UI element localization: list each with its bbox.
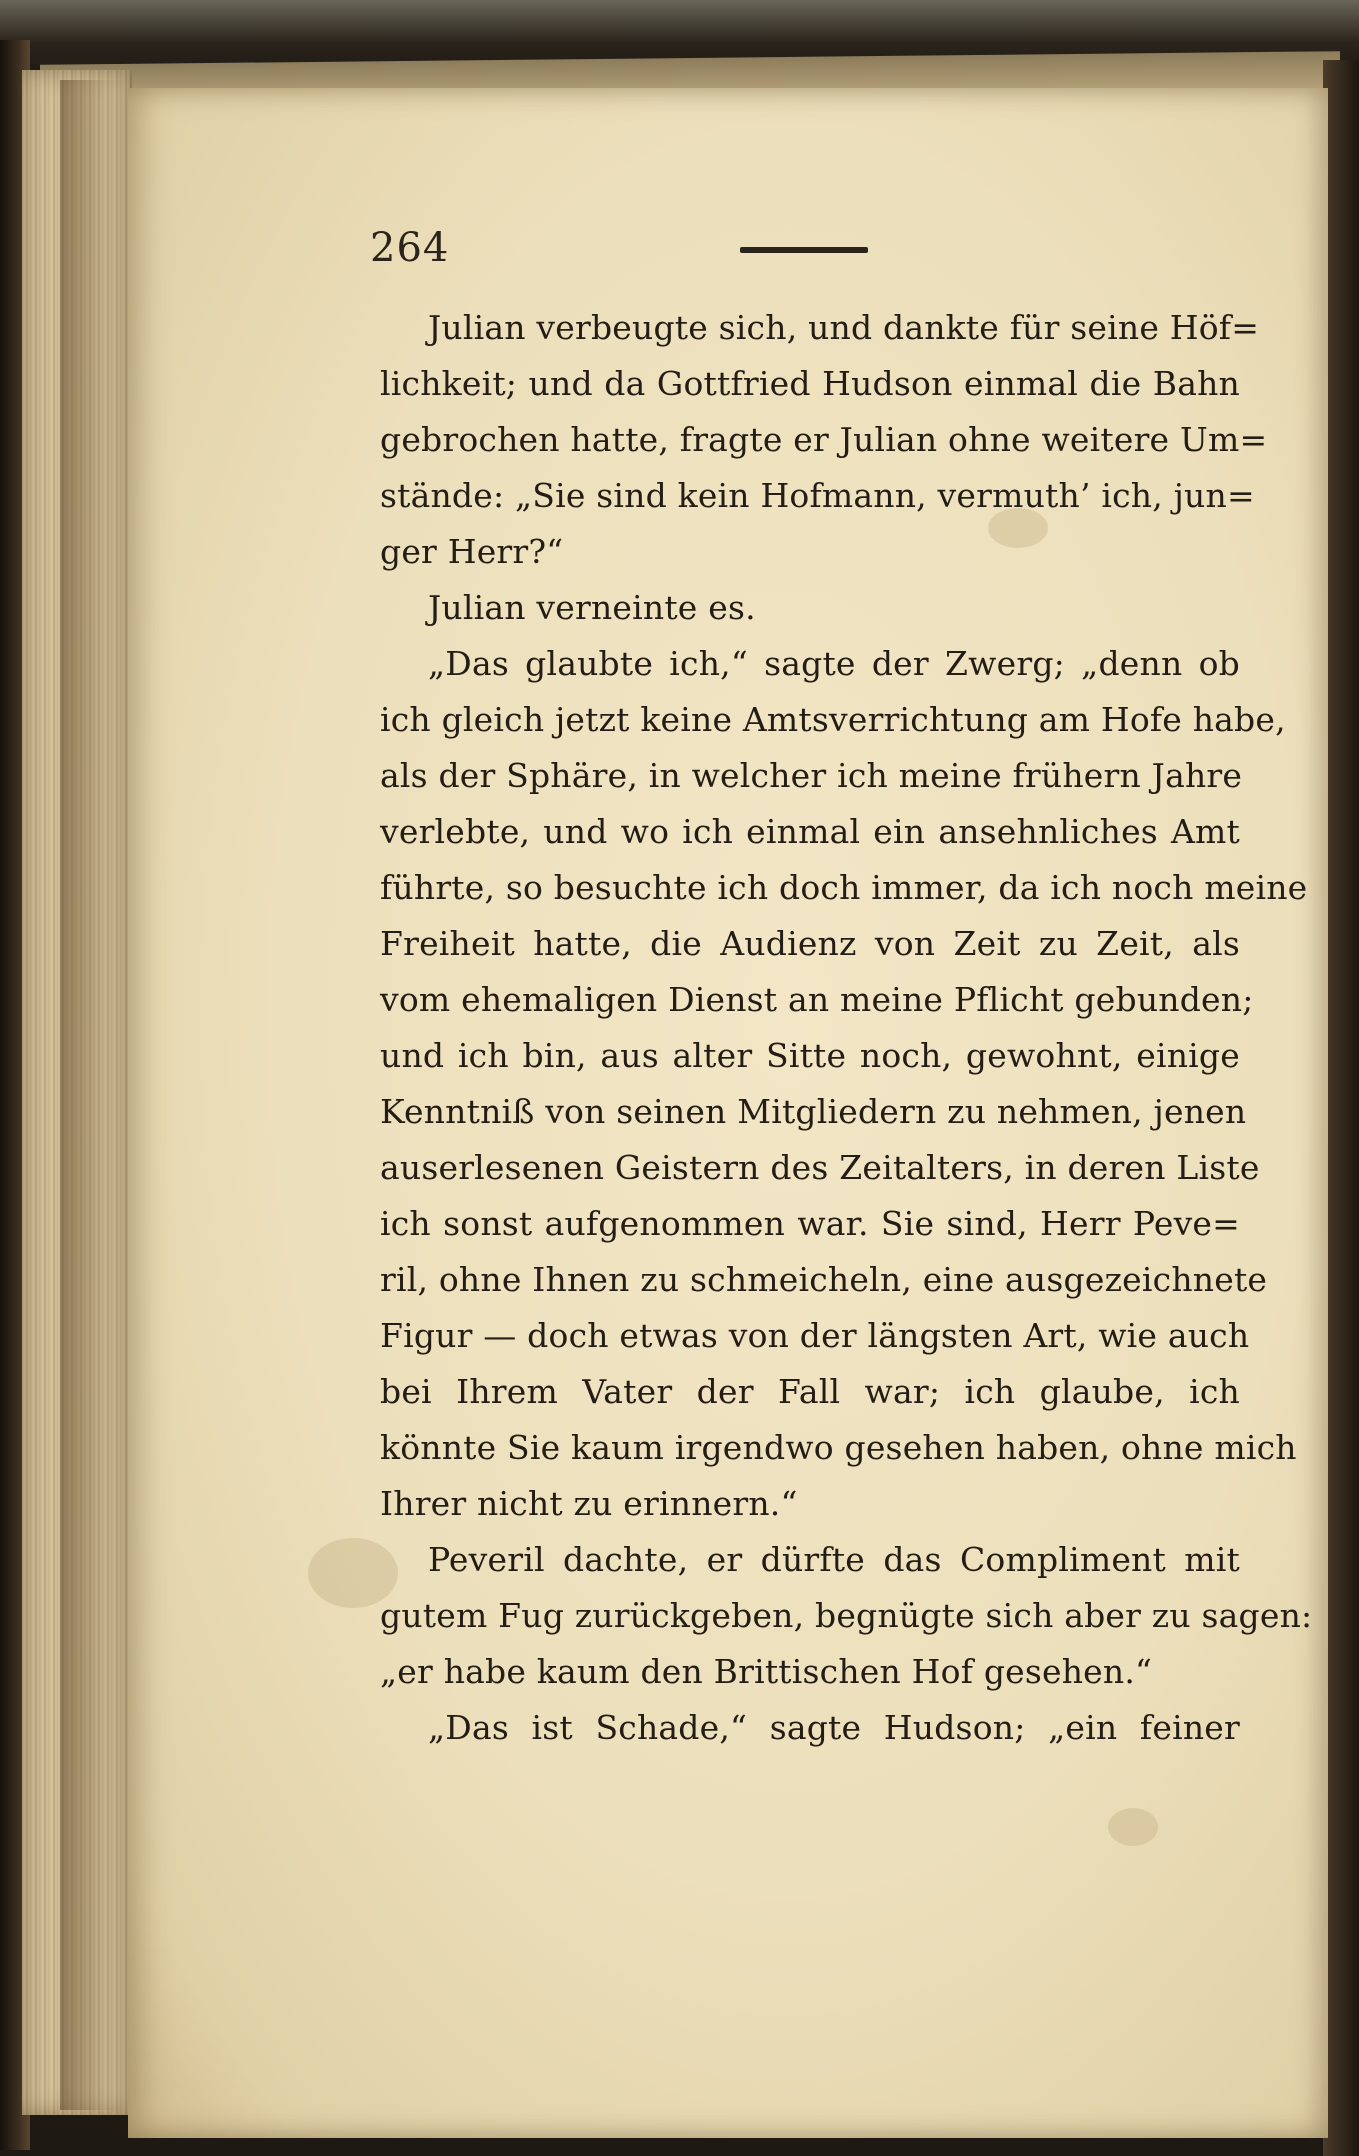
page-header	[240, 225, 1240, 295]
text-line: lichkeit; und da Gottfried Hudson einmal die Bahn	[380, 364, 1240, 403]
paper-stain	[1108, 1808, 1158, 1846]
text-line: als der Sphäre, in welcher ich meine frühern Jahre	[380, 756, 1243, 795]
text-line: stände: „Sie sind kein Hofmann, vermuth’ ich, jun=	[380, 476, 1255, 515]
text-line: „Das ist Schade,“ sagte Hudson; „ein feiner	[428, 1708, 1240, 1747]
text-line: ich gleich jetzt keine Amtsverrichtung am Hofe habe,	[380, 700, 1286, 739]
text-line: Ihrer nicht zu erinnern.“	[380, 1484, 798, 1523]
text-line: „er habe kaum den Brittischen Hof gesehen.“	[380, 1652, 1153, 1691]
page-number: 264	[370, 225, 450, 271]
text-line: gutem Fug zurückgeben, begnügte sich aber zu sagen:	[380, 1596, 1313, 1635]
text-line: „Das glaubte ich,“ sagte der Zwerg; „denn ob	[428, 644, 1240, 683]
body-text	[380, 300, 1313, 1756]
text-line: Peveril dachte, er dürfte das Compliment mit	[428, 1540, 1240, 1579]
text-line: ich sonst aufgenommen war. Sie sind, Herr Peve=	[380, 1204, 1240, 1243]
text-line: Julian verneinte es.	[428, 588, 756, 627]
text-line: vom ehemaligen Dienst an meine Pflicht gebunden;	[380, 980, 1254, 1019]
text-line: bei Ihrem Vater der Fall war; ich glaube, ich	[380, 1372, 1240, 1411]
text-line: könnte Sie kaum irgendwo gesehen haben, ohne mich	[380, 1428, 1297, 1467]
text-line: Freiheit hatte, die Audienz von Zeit zu Zeit, als	[380, 924, 1240, 963]
text-line: und ich bin, aus alter Sitte noch, gewohnt, einige	[380, 1036, 1240, 1075]
text-line: verlebte, und wo ich einmal ein ansehnliches Amt	[380, 812, 1240, 851]
page-stack-shadow	[60, 80, 130, 2110]
header-rule	[740, 247, 868, 253]
text-line: Julian verbeugte sich, und dankte für seine Höf=	[428, 308, 1260, 347]
text-line: gebrochen hatte, fragte er Julian ohne weitere Um=	[380, 420, 1268, 459]
text-line: Figur — doch etwas von der längsten Art, wie auch	[380, 1316, 1250, 1355]
text-line: Kenntniß von seinen Mitgliedern zu nehmen, jenen	[380, 1092, 1247, 1131]
text-line: führte, so besuchte ich doch immer, da ich noch meine	[380, 868, 1308, 907]
text-line: ril, ohne Ihnen zu schmeicheln, eine ausgezeichnete	[380, 1260, 1268, 1299]
book-right-edge	[1323, 60, 1359, 2156]
text-line: auserlesenen Geistern des Zeitalters, in deren Liste	[380, 1148, 1260, 1187]
text-line: ger Herr?“	[380, 532, 564, 571]
